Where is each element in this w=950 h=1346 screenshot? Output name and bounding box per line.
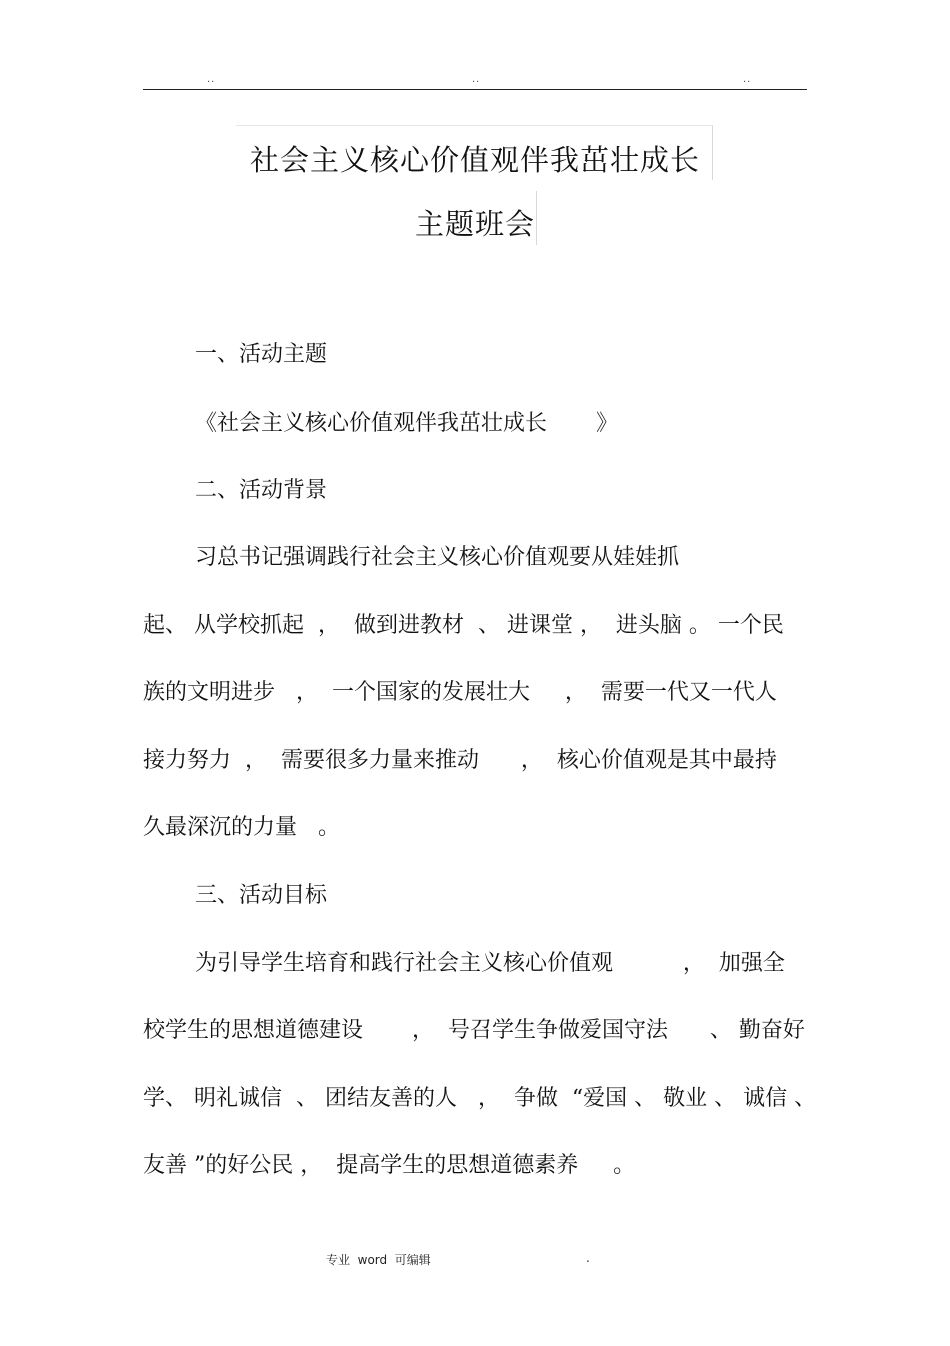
section-heading-background: 二、活动背景 bbox=[195, 478, 328, 503]
paragraph-line: 久最深沉的力量 。 bbox=[143, 815, 340, 840]
paragraph-line: 校学生的思想道德建设 ， 号召学生争做爱国守法 、 勤奋好 bbox=[143, 1018, 805, 1043]
header-mark-left: .. bbox=[207, 74, 216, 85]
footer-text: 专业 word 可编辑 bbox=[326, 1253, 431, 1267]
document-subtitle: 主题班会 bbox=[414, 207, 535, 241]
paragraph-line: 友善 ”的好公民 ， 提高学生的思想道德素养 。 bbox=[143, 1153, 636, 1178]
header-mark-right: .. bbox=[743, 74, 752, 85]
section-heading-goals: 三、活动目标 bbox=[195, 883, 328, 908]
paragraph-line: 接力努力 ， 需要很多力量来推动 ， 核心价值观是其中最持 bbox=[143, 748, 777, 773]
paragraph-line: 为引导学生培育和践行社会主义核心价值观 ， 加强全 bbox=[195, 951, 785, 976]
header-rule bbox=[143, 89, 807, 90]
document-title: 社会主义核心价值观伴我茁壮成长 bbox=[249, 143, 700, 177]
paragraph-line: 族的文明进步 ， 一个国家的发展壮大 ， 需要一代又一代人 bbox=[143, 680, 777, 705]
header-mark-center: .. bbox=[472, 74, 481, 85]
paragraph-line: 习总书记强调践行社会主义核心价值观要从娃娃抓 bbox=[195, 545, 680, 570]
section-heading-theme: 一、活动主题 bbox=[195, 342, 328, 367]
footer-dot: . bbox=[586, 1251, 590, 1265]
paragraph-line: 学、 明礼诚信 、 团结友善的人 ， 争做 “爱国 、 敬业 、 诚信 、 bbox=[143, 1086, 817, 1111]
paragraph-line: 起、 从学校抓起 ， 做到进教材 、 进课堂 ， 进头脑 。 一个民 bbox=[143, 613, 784, 638]
paragraph-line: 《社会主义核心价值观伴我茁壮成长 》 bbox=[195, 411, 618, 436]
